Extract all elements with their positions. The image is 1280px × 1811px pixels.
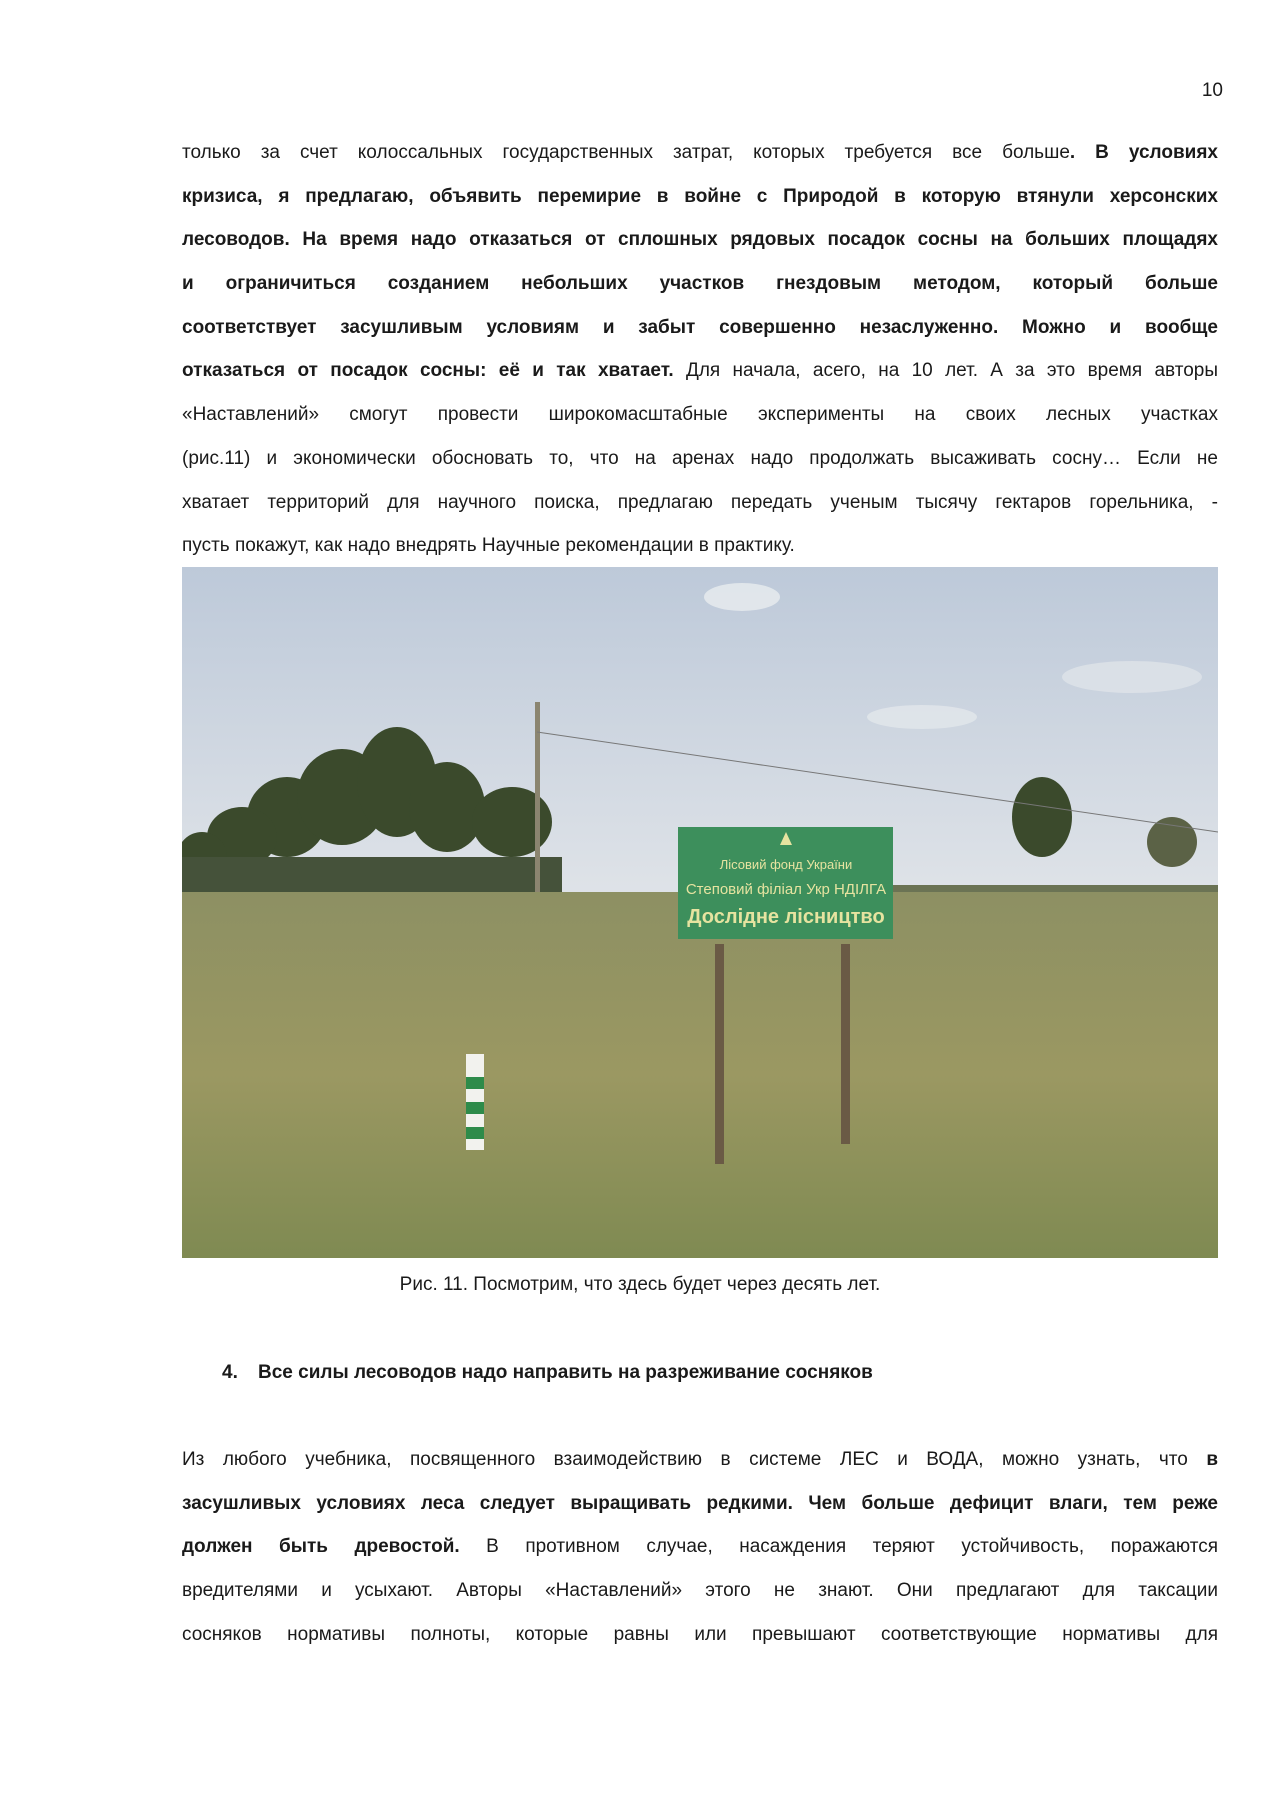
- text-line: [182, 1438, 1218, 1482]
- text-line: [182, 175, 1218, 219]
- cloud: [704, 583, 780, 611]
- bold-text: кризиса, я предлагаю, объявить перемирие в войне с Природой в которую втянули херсонских: [182, 185, 1218, 207]
- text-run: В противном случае, насаждения теряют устойчивость, поражаются: [459, 1536, 1218, 1558]
- text-line: [182, 1613, 1218, 1657]
- sign-line-1: Лісовий фонд України: [719, 857, 853, 872]
- field-photo: [182, 567, 1218, 1258]
- text-run: сосняков нормативы полноты, которые равны или превышают соответствующие нормативы для: [182, 1623, 1218, 1645]
- page-number: 10: [1201, 80, 1223, 101]
- cloud: [1062, 661, 1202, 693]
- paragraph-1: [182, 131, 1218, 568]
- text-line: [182, 218, 1218, 262]
- bold-text: должен быть древостой.: [182, 1536, 460, 1558]
- bold-text: отказаться от посадок сосны: её и так хватает.: [182, 360, 674, 382]
- text-run: только за счет колоссальных государственных затрат, которых требуется все больше: [182, 142, 1070, 163]
- bold-text: . В условиях: [1069, 142, 1218, 163]
- text-line: [182, 306, 1218, 350]
- paragraph-2: [182, 1438, 1218, 1656]
- bold-text: в: [1206, 1449, 1218, 1470]
- text-run: хватает территорий для научного поиска, предлагаю передать ученым тысячу гектаров горельника, -: [182, 491, 1218, 513]
- sign-line-2: Степовий філіал Укр НДІЛГА: [685, 881, 887, 898]
- figure-caption: Рис. 11. Посмотрим, что здесь будет через десять лет.: [399, 1274, 881, 1295]
- survey-post: [466, 1054, 484, 1150]
- text-run: Для начала, асего, на 10 лет. А за это время авторы: [673, 360, 1218, 382]
- bold-text: засушливых условиях леса следует выращивать редкими. Чем больше дефицит влаги, тем реже: [182, 1492, 1218, 1514]
- text-line: [182, 393, 1218, 437]
- utility-pole: [535, 702, 540, 892]
- text-line: [182, 1525, 1218, 1569]
- text-line: [182, 349, 1218, 393]
- text-run: (рис.11) и экономически обосновать то, что на аренах надо продолжать высаживать сосну… Если не: [182, 447, 1218, 469]
- text-line: [182, 481, 1218, 525]
- section-title: Все силы лесоводов надо направить на разреживание сосняков: [258, 1362, 873, 1383]
- grass-field: [182, 892, 1218, 1258]
- bold-text: лесоводов. На время надо отказаться от сплошных рядовых посадок сосны на больших площадях: [182, 229, 1218, 251]
- bold-text: и ограничиться созданием небольших участков гнездовым методом, который больше: [182, 273, 1218, 295]
- figure-photo: [182, 567, 1218, 1258]
- text-line: [182, 1482, 1218, 1526]
- text-run: пусть покажут, как надо внедрять Научные рекомендации в практику.: [182, 535, 795, 557]
- section-heading: [222, 1362, 873, 1384]
- text-line: [182, 1569, 1218, 1613]
- bold-text: соответствует засушливым условиям и забыт совершенно незаслуженно. Можно и вообще: [182, 316, 1218, 338]
- text-line: [182, 131, 1218, 175]
- sign-line-3: Дослідне лісництво: [687, 906, 885, 928]
- text-line: [182, 437, 1218, 481]
- text-run: вредителями и усыхают. Авторы «Наставлений» этого не знают. Они предлагают для таксации: [182, 1580, 1218, 1602]
- section-number: 4.: [222, 1362, 238, 1383]
- text-line: [182, 262, 1218, 306]
- text-line: [182, 524, 1218, 568]
- cloud: [867, 705, 977, 729]
- text-run: «Наставлений» смогут провести широкомасштабные эксперименты на своих лесных участках: [182, 404, 1218, 426]
- text-run: Из любого учебника, посвященного взаимодействию в системе ЛЕС и ВОДА, можно узнать, что: [182, 1449, 1207, 1470]
